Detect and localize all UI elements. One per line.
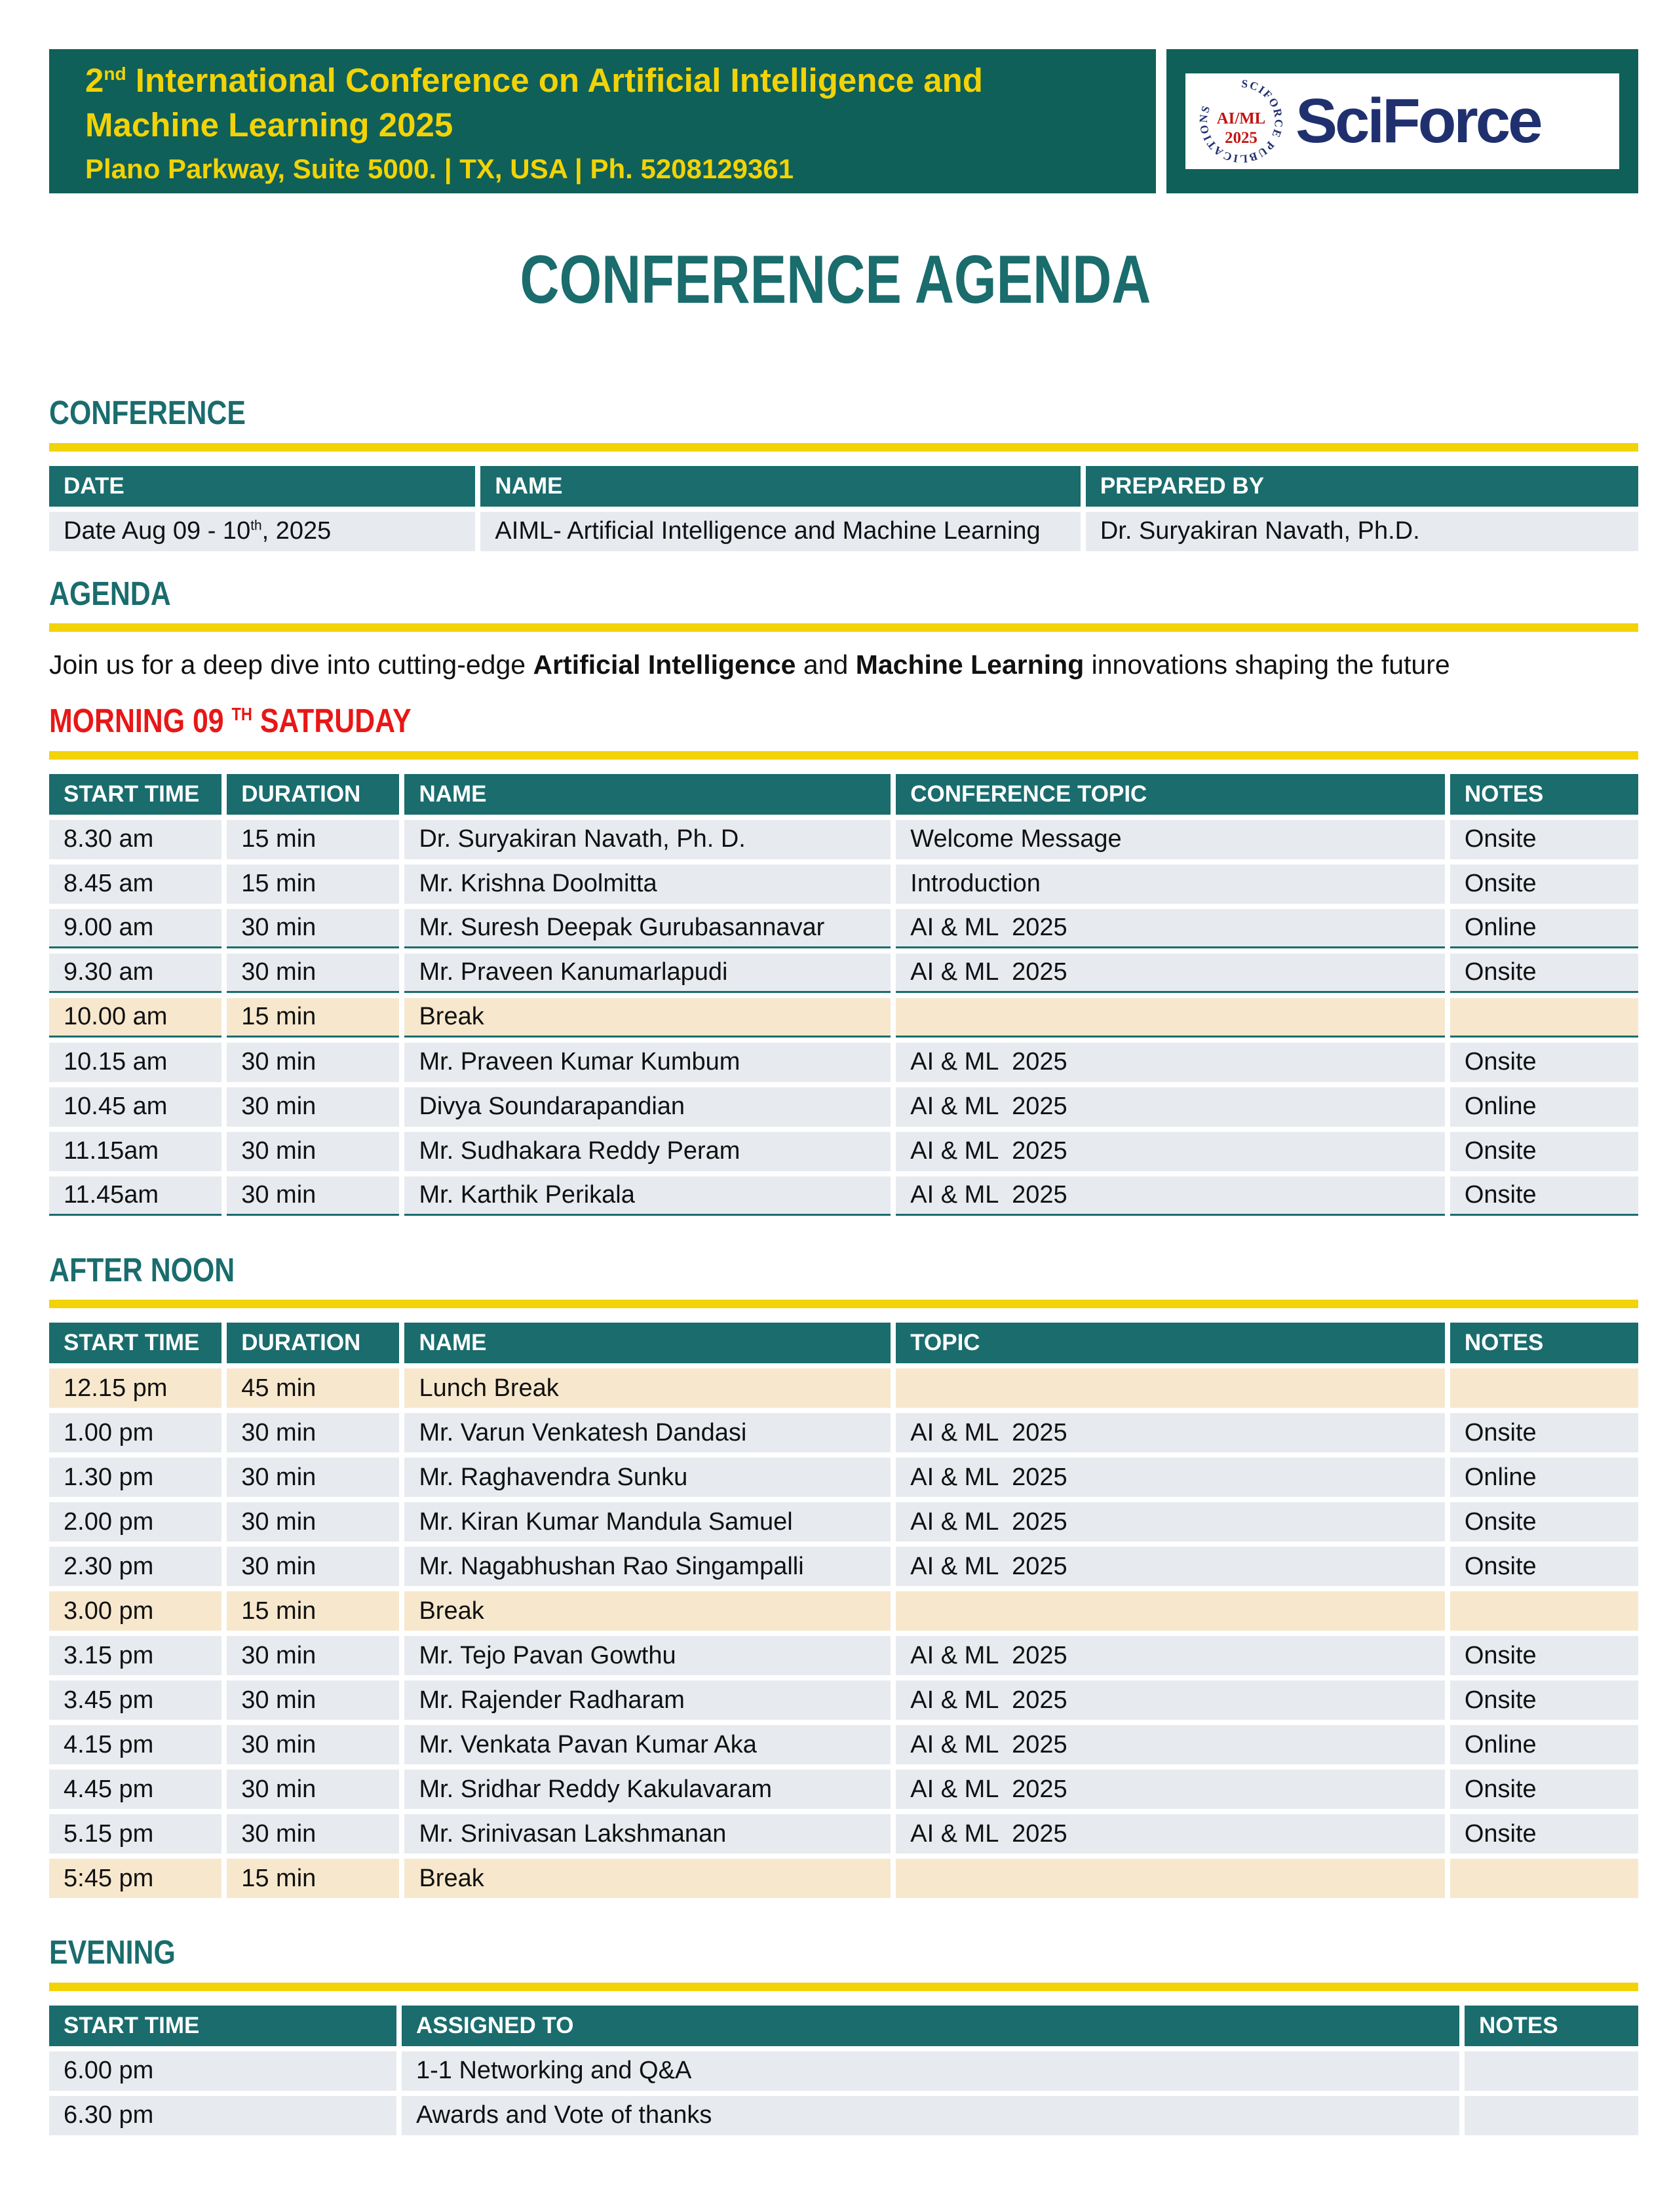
column-header-start-time: START TIME bbox=[49, 774, 221, 815]
duration-cell: 15 min bbox=[227, 864, 399, 904]
notes-cell: Onsite bbox=[1450, 1502, 1638, 1542]
name-cell: Mr. Rajender Radharam bbox=[404, 1680, 891, 1720]
section-divider bbox=[49, 1300, 1638, 1308]
morning-row bbox=[49, 1043, 1638, 1082]
banner-title-block bbox=[49, 49, 1156, 193]
name-cell: Mr. Suresh Deepak Gurubasannavar bbox=[404, 909, 891, 948]
name-cell: Divya Soundarapandian bbox=[404, 1087, 891, 1127]
afternoon-row bbox=[49, 1458, 1638, 1497]
stamp-year-text: 2025 bbox=[1225, 129, 1258, 147]
conference-heading: CONFERENCE bbox=[49, 394, 246, 431]
column-header-name: NAME bbox=[404, 1323, 891, 1363]
start-time-cell: 3.15 pm bbox=[49, 1636, 221, 1675]
column-header-notes: NOTES bbox=[1450, 1323, 1638, 1363]
banner-title-line1-text: International Conference on Artificial Intelligence and bbox=[126, 62, 983, 99]
notes-cell: Online bbox=[1450, 909, 1638, 948]
start-time-cell: 3.00 pm bbox=[49, 1591, 221, 1631]
start-time-cell: 5.15 pm bbox=[49, 1814, 221, 1853]
column-header-name: NAME bbox=[404, 774, 891, 815]
afternoon-row bbox=[49, 1547, 1638, 1586]
stamp-aiml-text: AI/ML bbox=[1216, 109, 1266, 128]
start-time-cell: 9.30 am bbox=[49, 954, 221, 993]
notes-cell: Onsite bbox=[1450, 1814, 1638, 1853]
name-cell: Break bbox=[404, 1591, 891, 1631]
morning-row bbox=[49, 909, 1638, 948]
topic-cell: AI & ML 2025 bbox=[896, 1176, 1445, 1216]
column-header-assigned-to: ASSIGNED TO bbox=[402, 2006, 1459, 2046]
afternoon-row bbox=[49, 1413, 1638, 1452]
column-header-start-time: START TIME bbox=[49, 1323, 221, 1363]
topic-cell bbox=[896, 1591, 1445, 1631]
afternoon-table bbox=[44, 1317, 1643, 1903]
morning-row bbox=[49, 820, 1638, 859]
topic-cell: AI & ML 2025 bbox=[896, 1502, 1445, 1542]
notes-cell: Onsite bbox=[1450, 1132, 1638, 1171]
duration-cell: 30 min bbox=[227, 1458, 399, 1497]
name-cell: Mr. Tejo Pavan Gowthu bbox=[404, 1636, 891, 1675]
notes-cell: Onsite bbox=[1450, 1547, 1638, 1586]
name-cell: Mr. Praveen Kanumarlapudi bbox=[404, 954, 891, 993]
name-cell: Mr. Karthik Perikala bbox=[404, 1176, 891, 1216]
topic-cell: Introduction bbox=[896, 864, 1445, 904]
start-time-cell: 9.00 am bbox=[49, 909, 221, 948]
notes-cell: Onsite bbox=[1450, 1636, 1638, 1675]
topic-cell: AI & ML 2025 bbox=[896, 1680, 1445, 1720]
start-time-cell: 10.15 am bbox=[49, 1043, 221, 1082]
notes-cell: Onsite bbox=[1450, 1176, 1638, 1216]
notes-cell: Onsite bbox=[1450, 1770, 1638, 1809]
morning-table-header-row bbox=[49, 774, 1638, 815]
start-time-cell: 2.30 pm bbox=[49, 1547, 221, 1586]
section-divider bbox=[49, 1983, 1638, 1991]
section-agenda bbox=[49, 576, 1638, 682]
start-time-cell: 1.30 pm bbox=[49, 1458, 221, 1497]
banner-title-superscript: nd bbox=[104, 64, 126, 84]
notes-cell: Onsite bbox=[1450, 954, 1638, 993]
topic-cell: AI & ML 2025 bbox=[896, 1636, 1445, 1675]
topic-cell bbox=[896, 998, 1445, 1038]
morning-table bbox=[44, 769, 1643, 1221]
topic-cell: AI & ML 2025 bbox=[896, 909, 1445, 948]
name-cell: Mr. Kiran Kumar Mandula Samuel bbox=[404, 1502, 891, 1542]
topic-cell: AI & ML 2025 bbox=[896, 1458, 1445, 1497]
start-time-cell: 11.45am bbox=[49, 1176, 221, 1216]
morning-row bbox=[49, 1132, 1638, 1171]
afternoon-row bbox=[49, 1636, 1638, 1675]
duration-cell: 15 min bbox=[227, 998, 399, 1038]
start-time-cell: 8.30 am bbox=[49, 820, 221, 859]
topic-cell: AI & ML 2025 bbox=[896, 1087, 1445, 1127]
topic-cell: AI & ML 2025 bbox=[896, 1132, 1445, 1171]
duration-cell: 15 min bbox=[227, 820, 399, 859]
start-time-cell: 6.30 pm bbox=[49, 2096, 396, 2135]
duration-cell: 30 min bbox=[227, 909, 399, 948]
name-cell: Mr. Praveen Kumar Kumbum bbox=[404, 1043, 891, 1082]
evening-heading: EVENING bbox=[49, 1933, 176, 1971]
header-banner bbox=[49, 49, 1638, 193]
afternoon-row bbox=[49, 1770, 1638, 1809]
sciforce-stamp-icon bbox=[1196, 76, 1286, 166]
notes-cell: Online bbox=[1450, 1458, 1638, 1497]
assigned-to-cell: 1-1 Networking and Q&A bbox=[402, 2051, 1459, 2091]
duration-cell: 30 min bbox=[227, 1043, 399, 1082]
name-cell: Lunch Break bbox=[404, 1368, 891, 1408]
logo-panel bbox=[1166, 49, 1638, 193]
name-cell: Dr. Suryakiran Navath, Ph. D. bbox=[404, 820, 891, 859]
name-cell: Mr. Sridhar Reddy Kakulavaram bbox=[404, 1770, 891, 1809]
column-header-name: NAME bbox=[480, 466, 1080, 507]
evening-row bbox=[49, 2051, 1638, 2091]
column-header-notes: NOTES bbox=[1450, 774, 1638, 815]
start-time-cell: 3.45 pm bbox=[49, 1680, 221, 1720]
duration-cell: 30 min bbox=[227, 1725, 399, 1764]
afternoon-row bbox=[49, 1680, 1638, 1720]
start-time-cell: 5:45 pm bbox=[49, 1859, 221, 1898]
section-divider bbox=[49, 443, 1638, 452]
sciforce-logo bbox=[1185, 73, 1619, 169]
morning-row bbox=[49, 954, 1638, 993]
topic-cell: AI & ML 2025 bbox=[896, 954, 1445, 993]
start-time-cell: 8.45 am bbox=[49, 864, 221, 904]
start-time-cell: 11.15am bbox=[49, 1132, 221, 1171]
duration-cell: 30 min bbox=[227, 1636, 399, 1675]
assigned-to-cell: Awards and Vote of thanks bbox=[402, 2096, 1459, 2135]
column-header-start-time: START TIME bbox=[49, 2006, 396, 2046]
conference-row bbox=[49, 512, 1638, 551]
notes-cell: Online bbox=[1450, 1725, 1638, 1764]
intro-bold-ai: Artificial Intelligence bbox=[533, 650, 796, 680]
afternoon-break-row bbox=[49, 1368, 1638, 1408]
name-cell: Mr. Nagabhushan Rao Singampalli bbox=[404, 1547, 891, 1586]
intro-bold-ml: Machine Learning bbox=[855, 650, 1085, 680]
column-header-topic: TOPIC bbox=[896, 1323, 1445, 1363]
afternoon-break-row bbox=[49, 1859, 1638, 1898]
morning-break-row bbox=[49, 998, 1638, 1038]
notes-cell bbox=[1450, 1859, 1638, 1898]
duration-cell: 30 min bbox=[227, 1176, 399, 1216]
duration-cell: 15 min bbox=[227, 1859, 399, 1898]
notes-cell: Onsite bbox=[1450, 1413, 1638, 1452]
name-cell: Mr. Sudhakara Reddy Peram bbox=[404, 1132, 891, 1171]
sciforce-wordmark: SciForce bbox=[1296, 86, 1541, 156]
banner-title-number: 2 bbox=[85, 62, 104, 99]
notes-cell: Onsite bbox=[1450, 1680, 1638, 1720]
topic-cell: AI & ML 2025 bbox=[896, 1814, 1445, 1853]
start-time-cell: 10.45 am bbox=[49, 1087, 221, 1127]
agenda-intro: Join us for a deep dive into cutting-edge Artificial Intelligence and Machine Learning innovations shaping the future bbox=[49, 650, 1450, 680]
topic-cell: AI & ML 2025 bbox=[896, 1413, 1445, 1452]
column-header-date: DATE bbox=[49, 466, 475, 507]
duration-cell: 30 min bbox=[227, 1770, 399, 1809]
evening-table bbox=[44, 2000, 1643, 2141]
name-cell: AIML- Artificial Intelligence and Machine Learning bbox=[480, 512, 1080, 551]
topic-cell bbox=[896, 1368, 1445, 1408]
afternoon-break-row bbox=[49, 1591, 1638, 1631]
conference-table-header-row bbox=[49, 466, 1638, 507]
notes-cell bbox=[1450, 1368, 1638, 1408]
notes-cell: Onsite bbox=[1450, 820, 1638, 859]
duration-cell: 30 min bbox=[227, 1087, 399, 1127]
morning-row bbox=[49, 1176, 1638, 1216]
prepared-by-cell: Dr. Suryakiran Navath, Ph.D. bbox=[1086, 512, 1638, 551]
section-evening bbox=[49, 1935, 1638, 2141]
column-header-prepared-by: PREPARED BY bbox=[1086, 466, 1638, 507]
afternoon-row bbox=[49, 1725, 1638, 1764]
duration-cell: 30 min bbox=[227, 1814, 399, 1853]
date-superscript: th bbox=[250, 518, 262, 534]
notes-cell: Onsite bbox=[1450, 864, 1638, 904]
section-conference bbox=[49, 395, 1638, 556]
notes-cell bbox=[1450, 998, 1638, 1038]
topic-cell: Welcome Message bbox=[896, 820, 1445, 859]
conference-table bbox=[44, 461, 1643, 556]
stamp-ring-text: SCIFORCE PUBLICATIONS bbox=[1197, 77, 1286, 166]
page-title bbox=[0, 242, 1671, 318]
column-header-conference-topic: CONFERENCE TOPIC bbox=[896, 774, 1445, 815]
afternoon-row bbox=[49, 1502, 1638, 1542]
start-time-cell: 4.15 pm bbox=[49, 1725, 221, 1764]
duration-cell: 30 min bbox=[227, 1680, 399, 1720]
name-cell: Mr. Varun Venkatesh Dandasi bbox=[404, 1413, 891, 1452]
afternoon-heading: AFTER NOON bbox=[49, 1251, 235, 1289]
date-cell: Date Aug 09 - 10th, 2025 bbox=[49, 512, 475, 551]
name-cell: Break bbox=[404, 998, 891, 1038]
start-time-cell: 1.00 pm bbox=[49, 1413, 221, 1452]
page-title-text: CONFERENCE AGENDA bbox=[520, 242, 1151, 318]
notes-cell bbox=[1465, 2096, 1638, 2135]
section-divider bbox=[49, 751, 1638, 760]
duration-cell: 30 min bbox=[227, 1502, 399, 1542]
afternoon-row bbox=[49, 1814, 1638, 1853]
name-cell: Break bbox=[404, 1859, 891, 1898]
start-time-cell: 4.45 pm bbox=[49, 1770, 221, 1809]
duration-cell: 30 min bbox=[227, 954, 399, 993]
duration-cell: 30 min bbox=[227, 1547, 399, 1586]
column-header-duration: DURATION bbox=[227, 774, 399, 815]
duration-cell: 30 min bbox=[227, 1413, 399, 1452]
notes-cell bbox=[1450, 1591, 1638, 1631]
morning-heading-superscript: TH bbox=[231, 704, 252, 725]
start-time-cell: 10.00 am bbox=[49, 998, 221, 1038]
banner-address: Plano Parkway, Suite 5000. | TX, USA | Ph. 5208129361 bbox=[85, 153, 794, 184]
duration-cell: 30 min bbox=[227, 1132, 399, 1171]
section-afternoon bbox=[49, 1252, 1638, 1904]
section-morning bbox=[49, 703, 1638, 1221]
notes-cell: Onsite bbox=[1450, 1043, 1638, 1082]
topic-cell: AI & ML 2025 bbox=[896, 1770, 1445, 1809]
column-header-notes: NOTES bbox=[1465, 2006, 1638, 2046]
name-cell: Mr. Venkata Pavan Kumar Aka bbox=[404, 1725, 891, 1764]
column-header-duration: DURATION bbox=[227, 1323, 399, 1363]
duration-cell: 45 min bbox=[227, 1368, 399, 1408]
notes-cell bbox=[1465, 2051, 1638, 2091]
banner-title-line2: Machine Learning 2025 bbox=[85, 106, 453, 144]
evening-table-header-row bbox=[49, 2006, 1638, 2046]
notes-cell: Online bbox=[1450, 1087, 1638, 1127]
name-cell: Mr. Raghavendra Sunku bbox=[404, 1458, 891, 1497]
banner-title-line1 bbox=[85, 58, 1130, 103]
topic-cell bbox=[896, 1859, 1445, 1898]
morning-heading: MORNING 09 $^{TH}$ SATRUDAY bbox=[49, 702, 412, 740]
name-cell: Mr. Krishna Doolmitta bbox=[404, 864, 891, 904]
topic-cell: AI & ML 2025 bbox=[896, 1725, 1445, 1764]
agenda-heading: AGENDA bbox=[49, 574, 171, 612]
section-divider bbox=[49, 623, 1638, 632]
duration-cell: 15 min bbox=[227, 1591, 399, 1631]
start-time-cell: 2.00 pm bbox=[49, 1502, 221, 1542]
name-cell: Mr. Srinivasan Lakshmanan bbox=[404, 1814, 891, 1853]
evening-row bbox=[49, 2096, 1638, 2135]
topic-cell: AI & ML 2025 bbox=[896, 1547, 1445, 1586]
start-time-cell: 6.00 pm bbox=[49, 2051, 396, 2091]
morning-row bbox=[49, 1087, 1638, 1127]
afternoon-table-header-row bbox=[49, 1323, 1638, 1363]
morning-row bbox=[49, 864, 1638, 904]
start-time-cell: 12.15 pm bbox=[49, 1368, 221, 1408]
topic-cell: AI & ML 2025 bbox=[896, 1043, 1445, 1082]
